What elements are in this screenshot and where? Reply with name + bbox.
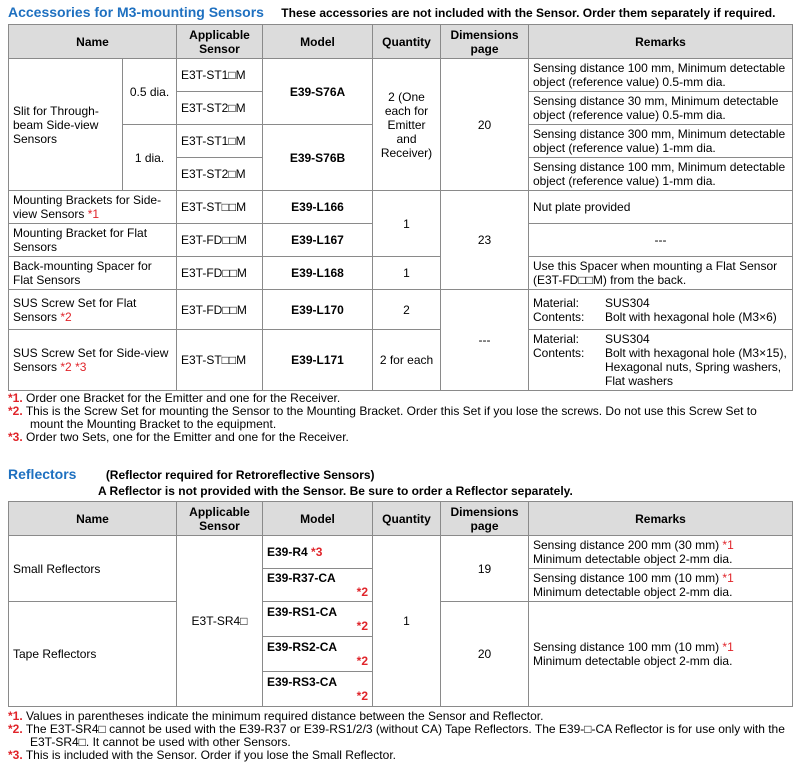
- slit-remark: Sensing distance 100 mm, Minimum detectable object (reference value) 0.5-mm dia.: [529, 59, 793, 92]
- footnote-marker: *3: [75, 360, 87, 374]
- reflectors-note1: (Reflector required for Retroreflective Sensors): [105, 468, 375, 482]
- footnote-marker: *2: [60, 360, 72, 374]
- reflector-model: E39-RS3-CA *2: [263, 672, 373, 707]
- table-row: [9, 257, 793, 290]
- footnote-marker: *3: [311, 545, 323, 559]
- tape-dims: 20: [441, 602, 529, 707]
- slit-sensor: E3T-ST1□M: [177, 59, 263, 92]
- slit-remark: Sensing distance 100 mm, Minimum detectable object (reference value) 1-mm dia.: [529, 158, 793, 191]
- footnote-marker: *2: [356, 689, 368, 703]
- row-sensor: E3T-ST□□M: [177, 191, 263, 224]
- footnote-marker: *1: [87, 207, 100, 221]
- accessories-note: These accessories are not included with the Sensor. Order them separately if required.: [281, 6, 776, 20]
- header-quantity: Quantity: [373, 25, 441, 59]
- row-model: E39-L171: [263, 330, 373, 391]
- row-quantity: 1: [373, 257, 441, 290]
- row-remarks: Material: SUS304 Contents: Bolt with hexagonal hole (M3×15), Hexagonal nuts, Spring washers, Flat washers: [529, 330, 793, 391]
- row-name: Back-mounting Spacer for Flat Sensors: [9, 257, 177, 290]
- slit-dia-1: 1 dia.: [123, 125, 177, 191]
- footnote-marker: *2: [356, 619, 368, 633]
- header-name: Name: [9, 25, 177, 59]
- small-dims: 19: [441, 536, 529, 602]
- footnote-marker: *1: [722, 640, 734, 654]
- header-remarks: Remarks: [529, 25, 793, 59]
- reflectors-heading: [8, 466, 375, 482]
- table-row: [9, 191, 793, 224]
- header-remarks: Remarks: [529, 502, 793, 536]
- reflector-remark: Sensing distance 100 mm (10 mm) *1 Minimum detectable object 2-mm dia.: [529, 569, 793, 602]
- table-row: [9, 290, 793, 330]
- reflector-model: E39-R4 *3: [263, 536, 373, 569]
- row-model: E39-L167: [263, 224, 373, 257]
- footnote-marker: *1: [722, 571, 734, 585]
- footnote-marker: *2: [356, 654, 368, 668]
- header-dims: Dimensions page: [441, 502, 529, 536]
- row-name: Mounting Bracket for Flat Sensors: [9, 224, 177, 257]
- reflector-sensor: E3T-SR4□: [177, 536, 263, 707]
- footnote: *1. Order one Bracket for the Emitter and one for the Receiver.: [8, 391, 341, 405]
- row-remarks: ---: [529, 224, 793, 257]
- footnote-marker: *1: [722, 538, 734, 552]
- header-model: Model: [263, 25, 373, 59]
- slit-dims: 20: [441, 59, 529, 191]
- tape-reflectors-name: Tape Reflectors: [9, 602, 177, 707]
- row-name: Mounting Brackets for Side-view Sensors *1: [9, 191, 177, 224]
- slit-remark: Sensing distance 30 mm, Minimum detectable object (reference value) 0.5-mm dia.: [529, 92, 793, 125]
- slit-name: Slit for Through-beam Side-view Sensors: [9, 59, 123, 191]
- table-row: [9, 330, 793, 391]
- accessories-footnotes: [8, 392, 792, 444]
- reflector-model: E39-R37-CA *2: [263, 569, 373, 602]
- reflector-model: E39-RS1-CA *2: [263, 602, 373, 637]
- row-quantity: 1: [373, 191, 441, 257]
- table-row: [9, 536, 793, 569]
- slit-sensor: E3T-ST1□M: [177, 125, 263, 158]
- footnote-marker: *2: [356, 585, 368, 599]
- reflectors-header-row: [9, 502, 793, 536]
- slit-quantity: 2 (One each for Emitter and Receiver): [373, 59, 441, 191]
- row-model: E39-L168: [263, 257, 373, 290]
- slit-sensor: E3T-ST2□M: [177, 158, 263, 191]
- header-sensor: Applicable Sensor: [177, 25, 263, 59]
- row-sensor: E3T-ST□□M: [177, 330, 263, 391]
- footnote-marker: *2: [60, 309, 72, 324]
- reflector-remark: Sensing distance 200 mm (30 mm) *1 Minimum detectable object 2-mm dia.: [529, 536, 793, 569]
- row-remarks: Nut plate provided: [529, 191, 793, 224]
- reflectors-table: [8, 501, 793, 707]
- footnote: *2. The E3T-SR4□ cannot be used with the E39-R37 or E39-RS1/2/3 (without CA) Tape Reflectors. The E39-□-CA Reflector is for use only with the E3T-SR4□. It cannot be used with other Sensors.: [8, 722, 785, 749]
- footnote: *1. Values in parentheses indicate the minimum required distance between the Sensor and Reflector.: [8, 709, 544, 723]
- header-quantity: Quantity: [373, 502, 441, 536]
- slit-model-b: E39-S76B: [263, 125, 373, 191]
- row-name: SUS Screw Set for Side-view Sensors *2 *3: [9, 330, 177, 391]
- accessories-heading: [8, 4, 775, 20]
- row-remarks: Material: SUS304 Contents: Bolt with hexagonal hole (M3×6): [529, 290, 793, 330]
- row-model: E39-L166: [263, 191, 373, 224]
- row-sensor: E3T-FD□□M: [177, 290, 263, 330]
- header-name: Name: [9, 502, 177, 536]
- slit-sensor: E3T-ST2□M: [177, 92, 263, 125]
- row-sensor: E3T-FD□□M: [177, 257, 263, 290]
- reflectors-footnotes: [8, 710, 792, 762]
- footnote: *3. This is included with the Sensor. Order if you lose the Small Reflector.: [8, 748, 396, 762]
- row-remarks: Use this Spacer when mounting a Flat Sensor (E3T-FD□□M) from the back.: [529, 257, 793, 290]
- slit-model-a: E39-S76A: [263, 59, 373, 125]
- footnote: *2. This is the Screw Set for mounting the Sensor to the Mounting Bracket. Order this Set if you lose the screws. Do not use this Screw Set to mount the Mounting Bracket to the equipment.: [8, 404, 757, 431]
- reflector-remark: Sensing distance 100 mm (10 mm) *1 Minimum detectable object 2-mm dia.: [529, 602, 793, 707]
- table-row: [9, 59, 793, 92]
- header-sensor: Applicable Sensor: [177, 502, 263, 536]
- accessories-title: Accessories for M3-mounting Sensors: [8, 4, 264, 20]
- accessories-table: [8, 24, 793, 391]
- row-dims: ---: [441, 290, 529, 391]
- row-sensor: E3T-FD□□M: [177, 224, 263, 257]
- row-name: SUS Screw Set for Flat Sensors *2: [9, 290, 177, 330]
- slit-remark: Sensing distance 300 mm, Minimum detectable object (reference value) 1-mm dia.: [529, 125, 793, 158]
- row-quantity: 2: [373, 290, 441, 330]
- row-model: E39-L170: [263, 290, 373, 330]
- reflectors-title: Reflectors: [8, 466, 77, 482]
- accessories-header-row: [9, 25, 793, 59]
- row-quantity: 2 for each: [373, 330, 441, 391]
- reflector-model: E39-RS2-CA *2: [263, 637, 373, 672]
- row-dims: 23: [441, 191, 529, 290]
- reflector-quantity: 1: [373, 536, 441, 707]
- footnote: *3. Order two Sets, one for the Emitter and one for the Receiver.: [8, 430, 349, 444]
- header-dims: Dimensions page: [441, 25, 529, 59]
- header-model: Model: [263, 502, 373, 536]
- reflectors-note2: A Reflector is not provided with the Sensor. Be sure to order a Reflector separately.: [98, 484, 573, 498]
- slit-dia-05: 0.5 dia.: [123, 59, 177, 125]
- small-reflectors-name: Small Reflectors: [9, 536, 177, 602]
